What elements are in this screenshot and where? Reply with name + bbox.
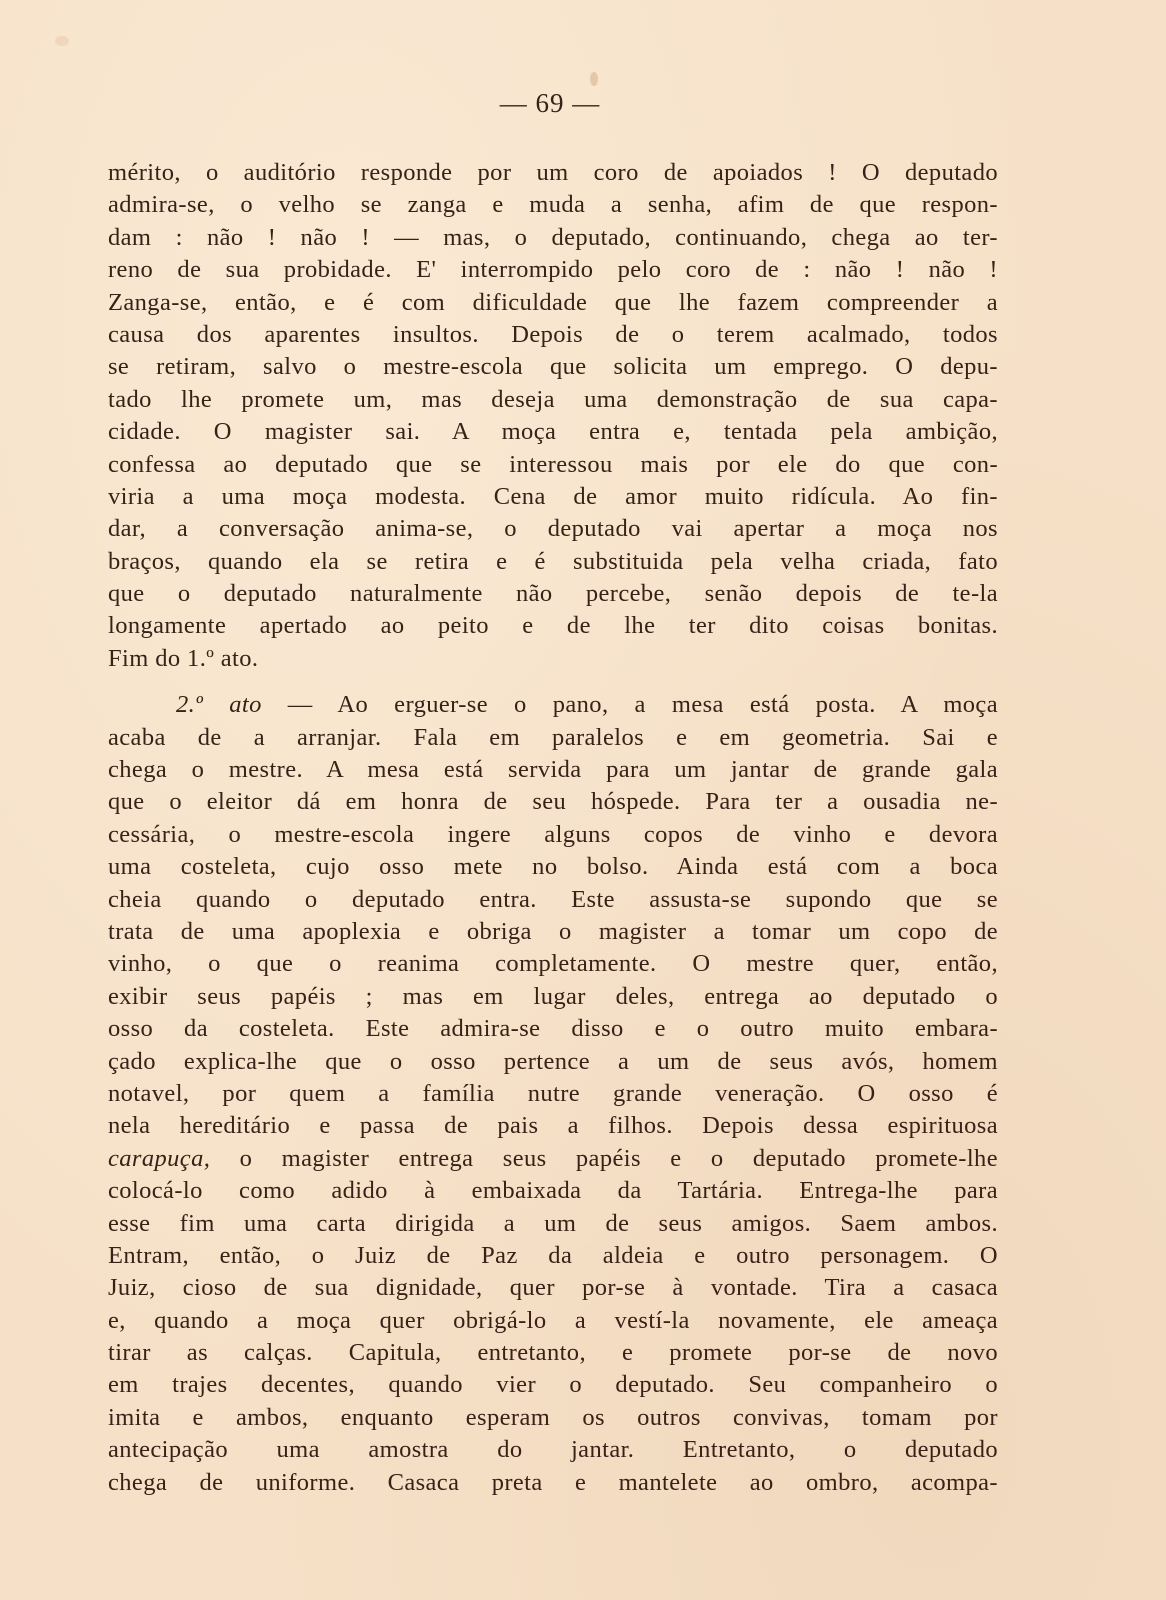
text-line: braços, quando ela se retira e é substituida pela velha criada, fato: [108, 547, 998, 575]
text-line: longamente apertado ao peito e de lhe ter dito coisas bonitas.: [108, 612, 998, 640]
text-line: vinho, o que o reanima completamente. O mestre quer, então,: [108, 950, 998, 978]
text-line: antecipação uma amostra do jantar. Entretanto, o deputado: [108, 1436, 998, 1464]
text-line: chega de uniforme. Casaca preta e mantelete ao ombro, acompa-: [108, 1468, 998, 1496]
text-line: Entram, então, o Juiz de Paz da aldeia e outro personagem. O: [108, 1241, 998, 1269]
paragraph-gap: [108, 675, 998, 689]
text-line: dar, a conversação anima-se, o deputado vai apertar a moça nos: [108, 515, 998, 543]
text-line: que o eleitor dá em honra de seu hóspede. Para ter a ousadia ne-: [108, 788, 998, 816]
text-line: Fim do 1.º ato.: [108, 644, 259, 672]
text-span: — Ao erguer-se o pano, a mesa está posta. A moça: [261, 691, 998, 719]
text-line: chega o mestre. A mesa está servida para um jantar de grande gala: [108, 756, 998, 784]
text-line: dam : não ! não ! — mas, o deputado, continuando, chega ao ter-: [108, 223, 998, 251]
page-number: — 69 —: [499, 88, 601, 118]
text-line: confessa ao deputado que se interessou mais por ele do que con-: [108, 450, 998, 478]
body-text: [108, 157, 998, 1499]
text-line: cessária, o mestre-escola ingere alguns copos de vinho e devora: [108, 820, 998, 848]
text-span: o magister entrega seus papéis e o deputado promete-lhe: [210, 1144, 998, 1172]
text-line: causa dos aparentes insultos. Depois de o terem acalmado, todos: [108, 320, 998, 348]
text-line: colocá-lo como adido à embaixada da Tartária. Entrega-lhe para: [108, 1177, 998, 1205]
text-line: imita e ambos, enquanto esperam os outros convivas, tomam por: [108, 1403, 998, 1431]
text-line: uma costeleta, cujo osso mete no bolso. Ainda está com a boca: [108, 853, 998, 881]
text-line: notavel, por quem a família nutre grande veneração. O osso é: [108, 1079, 998, 1107]
text-line: tirar as calças. Capitula, entretanto, e promete por-se de novo: [108, 1339, 998, 1367]
text-line: çado explica-lhe que o osso pertence a um de seus avós, homem: [108, 1047, 998, 1075]
text-line-heading: [108, 689, 998, 721]
paper-stain: [590, 72, 598, 86]
text-line: viria a uma moça modesta. Cena de amor muito ridícula. Ao fin-: [108, 482, 998, 510]
text-line: osso da costeleta. Este admira-se disso e o outro muito embara-: [108, 1015, 998, 1043]
text-line: se retiram, salvo o mestre-escola que solicita um emprego. O depu-: [108, 353, 998, 381]
text-line: mérito, o auditório responde por um coro de apoiados ! O deputado: [108, 159, 998, 186]
italic-word: carapuça,: [108, 1144, 211, 1172]
text-line: que o deputado naturalmente não percebe, senão depois de te-la: [108, 580, 998, 608]
text-line: esse fim uma carta dirigida a um de seus amigos. Saem ambos.: [108, 1209, 998, 1237]
text-line: tado lhe promete um, mas deseja uma demonstração de sua capa-: [108, 385, 998, 413]
text-line: admira-se, o velho se zanga e muda a senha, afim de que respon-: [108, 191, 998, 219]
text-line: Juiz, cioso de sua dignidade, quer por-se à vontade. Tira a casaca: [108, 1274, 998, 1302]
text-line: em trajes decentes, quando vier o deputado. Seu companheiro o: [108, 1371, 998, 1399]
text-line: nela hereditário e passa de pais a filhos. Depois dessa espirituosa: [108, 1112, 998, 1140]
text-line: cidade. O magister sai. A moça entra e, tentada pela ambição,: [108, 418, 998, 446]
act-heading: 2.º ato: [176, 691, 262, 719]
text-line: exibir seus papéis ; mas em lugar deles, entrega ao deputado o: [108, 982, 998, 1010]
text-line: acaba de a arranjar. Fala em paralelos e em geometria. Sai e: [108, 723, 998, 751]
paragraph-act-2-summary: [108, 689, 998, 1499]
text-line-italic-lead: [108, 1143, 998, 1175]
paper-stain: [55, 36, 69, 46]
text-line: reno de sua probidade. E' interrompido pelo coro de : não ! não !: [108, 256, 998, 284]
text-line: trata de uma apoplexia e obriga o magister a tomar um copo de: [108, 917, 998, 945]
text-line: Zanga-se, então, e é com dificuldade que lhe fazem compreender a: [108, 288, 998, 316]
text-line: e, quando a moça quer obrigá-lo a vestí-la novamente, ele ameaça: [108, 1306, 998, 1334]
text-line: cheia quando o deputado entra. Este assusta-se supondo que se: [108, 885, 998, 913]
paragraph-act-1-summary: [108, 157, 998, 675]
